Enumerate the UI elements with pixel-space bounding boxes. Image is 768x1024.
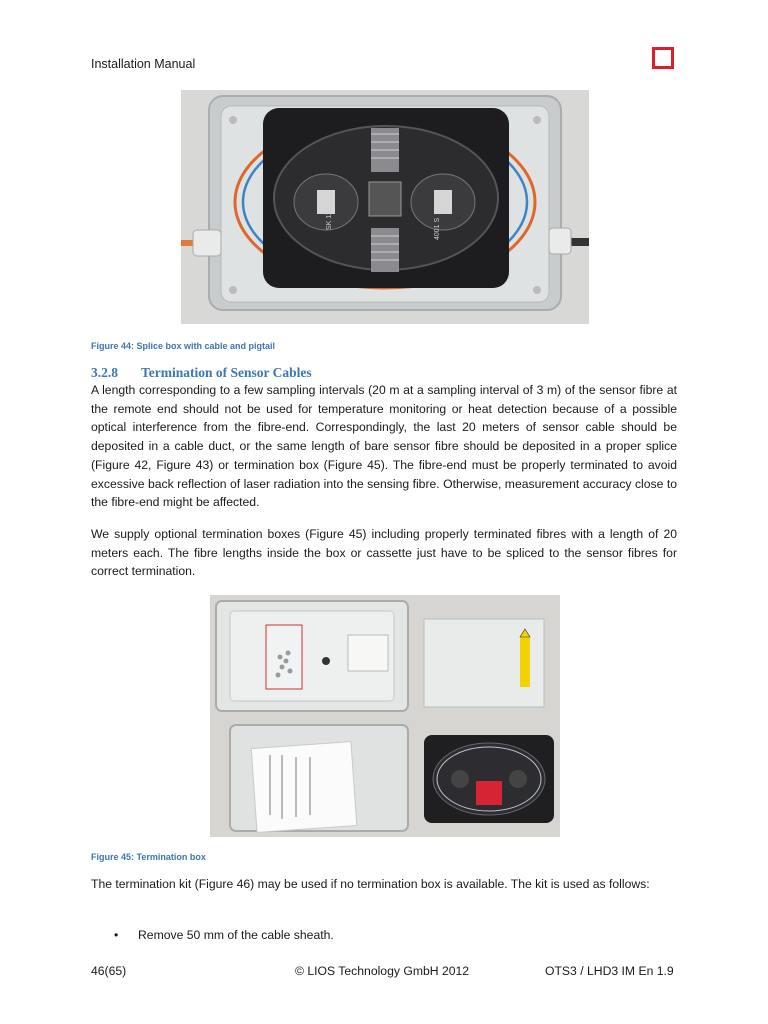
tray-label-right: 4001 S bbox=[434, 217, 441, 240]
section-heading bbox=[91, 365, 312, 381]
paragraph-1: A length corresponding to a few sampling intervals (20 m at a sampling interval of 3 m) of the sensor fibre at the remote end should not be used for temperature monitoring or heat detection because of a possible optical interference from the fibre-end. Correspondingly, the last 20 meters of sensor cable should be deposited in a cable duct, or the same length of bare sensor fibre should be deposited in a proper splice (Figure 42, Figure 43) or termination box (Figure 45). The fibre-end must be properly terminated to avoid excessive back reflection of laser radiation into the sensing fibre. Otherwise, measurement accuracy close to the fibre-end might be affected. bbox=[91, 383, 677, 510]
paragraph-3: The termination kit (Figure 46) may be used if no termination box is available. The kit is used as follows: bbox=[91, 877, 650, 891]
footer-page-number: 46(65) bbox=[91, 964, 127, 978]
section-number: 3.2.8 bbox=[91, 365, 118, 380]
figure-44-caption: Figure 44: Splice box with cable and pigtail bbox=[91, 341, 276, 351]
bullet-text: Remove 50 mm of the cable sheath. bbox=[138, 928, 334, 942]
section-title: Termination of Sensor Cables bbox=[141, 365, 312, 380]
bullet-item bbox=[114, 926, 334, 944]
header-title: Installation Manual bbox=[91, 57, 196, 71]
tray-label-left: SK 121 bbox=[326, 207, 333, 230]
figure-45-caption: Figure 45: Termination box bbox=[91, 852, 206, 862]
footer-doc-id: OTS3 / LHD3 IM En 1.9 bbox=[545, 964, 674, 978]
paragraph-2: We supply optional termination boxes (Figure 45) including properly terminated fibres with a length of 20 meters each. The fibre lengths inside the box or cassette just have to be spliced to the sensor fibres for correct termination. bbox=[91, 527, 677, 579]
bullet-icon: • bbox=[114, 928, 119, 942]
footer-copyright: © LIOS Technology GmbH 2012 bbox=[295, 964, 470, 978]
figure-44-photo bbox=[181, 90, 589, 324]
figure-45-photo bbox=[210, 595, 560, 837]
lios-logo-icon bbox=[652, 47, 674, 69]
